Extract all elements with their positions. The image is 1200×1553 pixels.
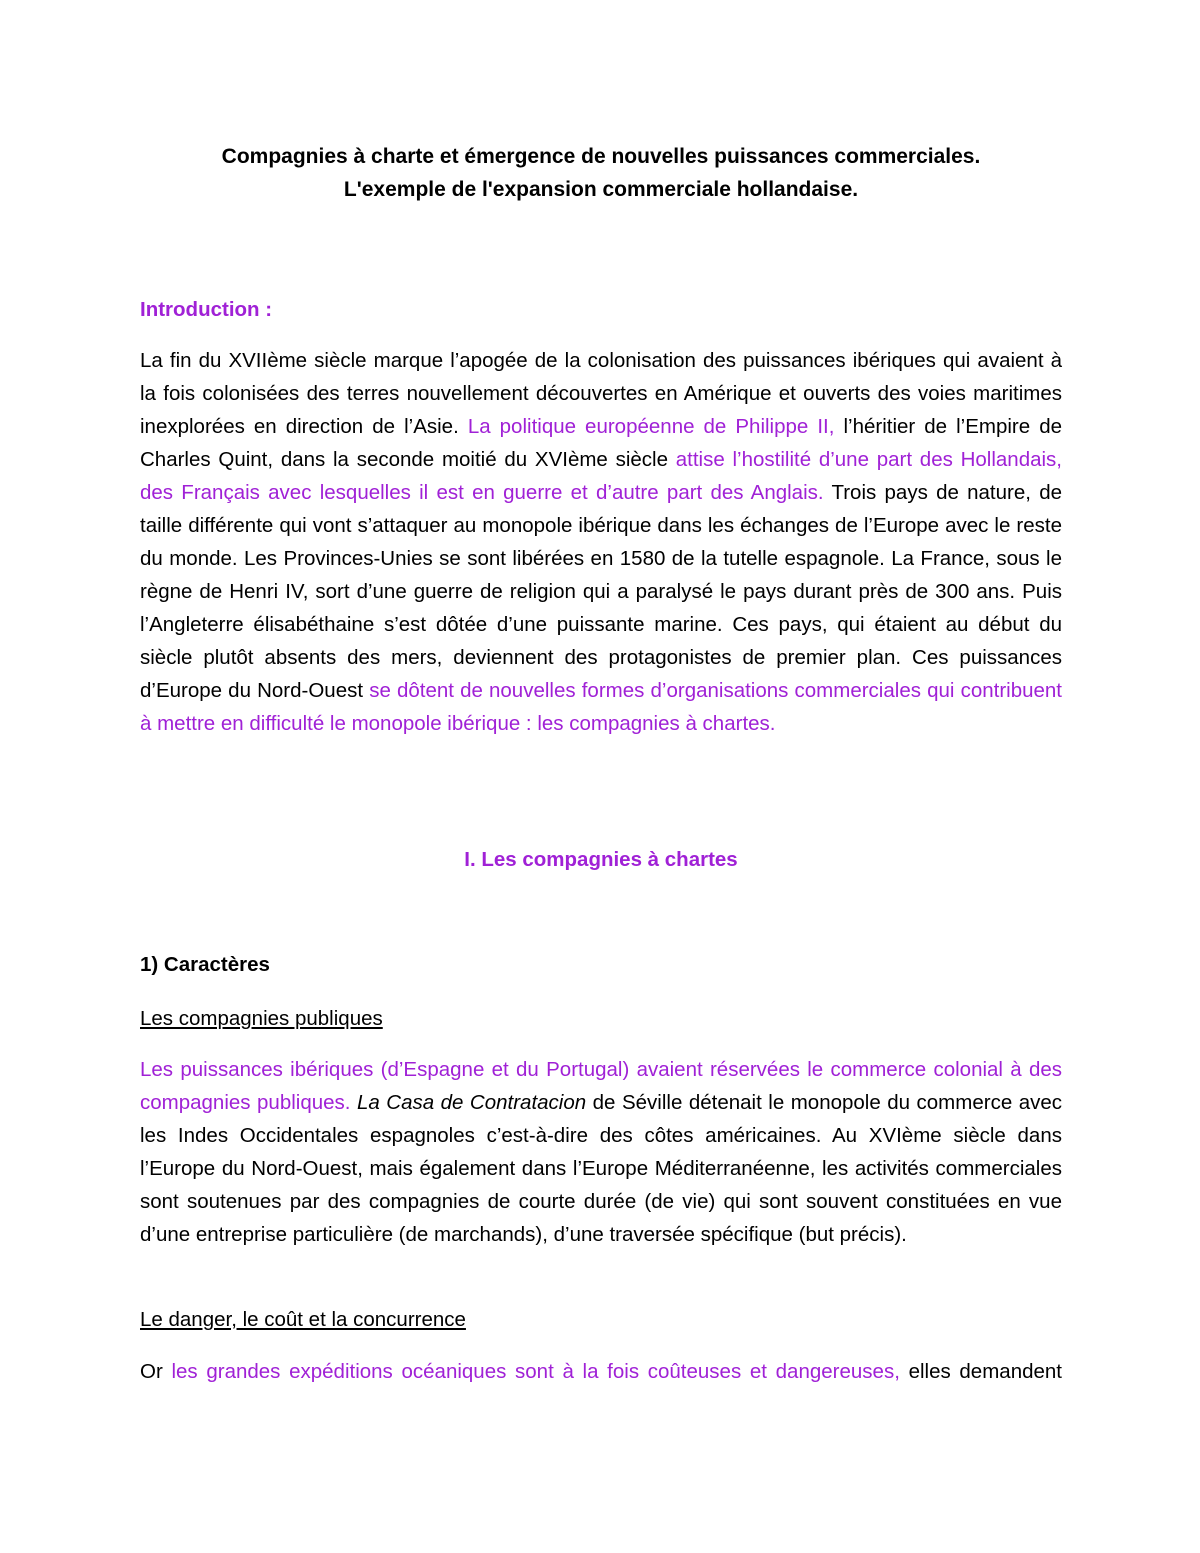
intro-text-3: Trois pays de nature, de taille différente qui vont s’attaquer au monopole ibérique dans les échanges de l’Europe avec le reste du monde. Les Provinces-Unies se sont libérées en 1580 de la tutelle espagnole. La France, sous le règne de Henri IV, sort d’une guerre de religion qui a paralysé le pays durant près de 300 ans. Puis l’Angleterre élisabéthaine s’est dôtée d’une puissante marine. Ces pays, qui étaient au début du siècle plutôt absents des mers, deviennent des protagonistes de premier plan. Ces puissances d’Europe du Nord-Ouest [140,481,1062,702]
section-heading: I. Les compagnies à chartes [464,848,738,871]
para2-text: de Séville détenait le monopole du commerce avec les Indes Occidentales espagnoles c’est-à-dire des côtes américaines. Au XVIème siècle dans l’Europe du Nord-Ouest, mais également dans l’Europe Méditerranéenne, les activités commerciales sont soutenues par des compagnies de courte durée (de vie) qui sont souvent constituées en vue d’une entreprise particulière (de marchands), d’une traversée spécifique (but précis). [140,1091,1063,1246]
document-title [140,140,1062,206]
intro-highlight-3: se dôtent de nouvelles formes d’organisations commerciales qui contribuent à mettre en difficulté le monopole ibérique : les compagnies à chartes. [140,679,1062,735]
intro-highlight-2: attise l’hostilité d’une part des Hollandais, des Français avec lesquelles il est en guerre et d’autre part des Anglais. [140,448,1063,504]
para3-text-2: elles demandent [899,1360,1062,1383]
title-line-2: L'exemple de l'expansion commerciale hollandaise. [343,178,859,201]
introduction-heading: Introduction : [140,298,273,321]
subsection-title-public-companies: Les compagnies publiques [140,1007,383,1030]
para3-text-1: Or [140,1360,172,1383]
subsection-title-danger: Le danger, le coût et la concurrence [140,1308,466,1331]
public-companies-paragraph [140,1053,1062,1251]
intro-text-1: La fin du XVIIème siècle marque l’apogée de la colonisation des puissances ibériques qui avaient à la fois colonisées des terres nouvellement découvertes en Amérique et ouverts des voies maritimes inexplorées en direction de l’Asie. [140,349,1062,438]
para2-highlight: Les puissances ibériques (d’Espagne et du Portugal) avaient réservées le commerce colonial à des compagnies publiques. [140,1058,1062,1114]
para3-highlight: les grandes expéditions océaniques sont à la fois coûteuses et dangereuses, [171,1360,900,1383]
intro-text-2: l’héritier de l’Empire de Charles Quint, dans la seconde moitié du XVIème siècle [140,415,1063,471]
para2-italic: La Casa de Contratacion [357,1091,587,1114]
title-line-1: Compagnies à charte et émergence de nouvelles puissances commerciales. [221,145,981,168]
introduction-paragraph [140,344,1062,740]
sub-heading: 1) Caractères [140,953,270,976]
intro-highlight-1: La politique européenne de Philippe II, [467,415,835,438]
danger-paragraph [140,1355,1062,1388]
